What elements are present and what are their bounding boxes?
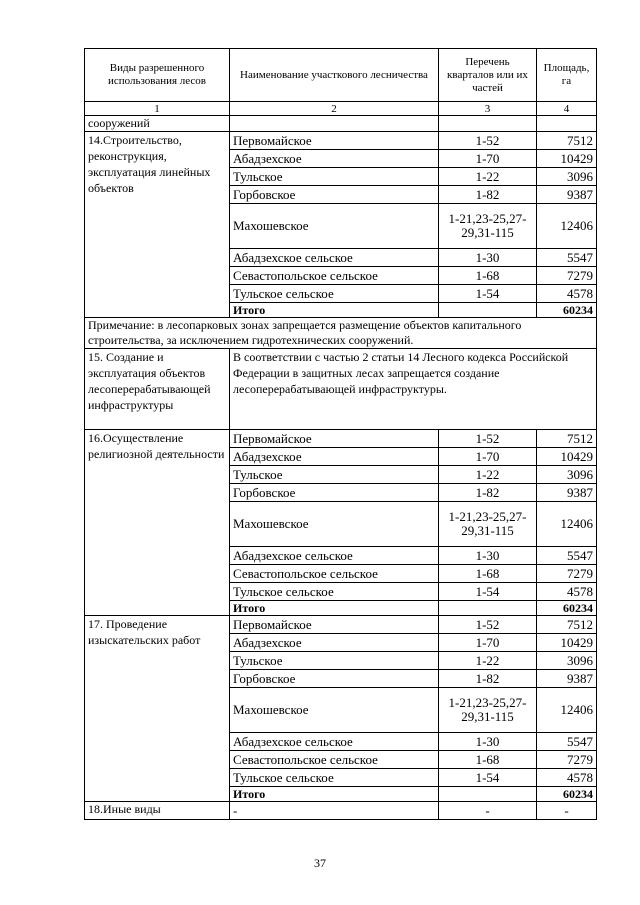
quarters-cell: 1-21,23-25,27-29,31-115 <box>439 502 537 547</box>
page-number: 37 <box>314 856 326 870</box>
prohibition-text: В соответствии с частью 2 статьи 14 Лесного кодекса Российской Федерации в защитных лесах запрещается создание лесоперерабатывающей инфраструктуры. <box>230 349 597 430</box>
area-cell: 12406 <box>537 204 597 249</box>
table-row <box>85 430 597 448</box>
area-cell: 9387 <box>537 186 597 204</box>
area-cell: 10429 <box>537 634 597 652</box>
table-row <box>85 132 597 150</box>
quarters-cell: 1-70 <box>439 634 537 652</box>
area-cell: 10429 <box>537 150 597 168</box>
area-cell: 4578 <box>537 769 597 787</box>
total-label: Итого <box>230 787 439 802</box>
quarters-cell: 1-70 <box>439 448 537 466</box>
use-type-cell: 18.Иные виды <box>85 802 230 820</box>
forestry-name-cell: Севастопольское сельское <box>230 267 439 285</box>
forestry-name-cell: Абадзехское <box>230 448 439 466</box>
quarters-cell: 1-22 <box>439 652 537 670</box>
area-cell: 3096 <box>537 168 597 186</box>
quarters-cell: 1-52 <box>439 430 537 448</box>
use-type-cell: 17. Проведение изыскательских работ <box>85 616 230 802</box>
forestry-name-cell: Первомайское <box>230 430 439 448</box>
header-area: Площадь, га <box>537 49 597 102</box>
table-row <box>85 802 597 820</box>
forestry-name-cell: Севастопольское сельское <box>230 565 439 583</box>
forestry-name-cell: Тульское сельское <box>230 583 439 601</box>
forestry-name-cell: Тульское <box>230 168 439 186</box>
quarters-cell: 1-52 <box>439 616 537 634</box>
quarters-cell: 1-21,23-25,27-29,31-115 <box>439 204 537 249</box>
forestry-name-cell: Махошевское <box>230 502 439 547</box>
empty-cell <box>230 116 439 132</box>
quarters-cell: 1-68 <box>439 751 537 769</box>
area-cell: 9387 <box>537 484 597 502</box>
area-cell: 7512 <box>537 616 597 634</box>
area-cell: 3096 <box>537 652 597 670</box>
empty-cell <box>537 116 597 132</box>
area-cell: 10429 <box>537 448 597 466</box>
note-row <box>85 318 597 349</box>
total-area: 60234 <box>537 303 597 318</box>
forestry-name-cell: Горбовское <box>230 670 439 688</box>
area-cell: 7512 <box>537 132 597 150</box>
empty-cell <box>439 116 537 132</box>
forestry-name-cell: Махошевское <box>230 204 439 249</box>
carry-over-row <box>85 116 597 132</box>
forestry-name-cell: Севастопольское сельское <box>230 751 439 769</box>
column-number: 1 <box>85 102 230 116</box>
area-cell: 5547 <box>537 547 597 565</box>
total-area: 60234 <box>537 601 597 616</box>
quarters-cell: 1-52 <box>439 132 537 150</box>
forestry-name-cell: Абадзехское сельское <box>230 547 439 565</box>
total-label: Итого <box>230 601 439 616</box>
empty-cell <box>439 787 537 802</box>
forestry-name-cell: Тульское сельское <box>230 285 439 303</box>
column-number: 2 <box>230 102 439 116</box>
area-cell: 7279 <box>537 751 597 769</box>
forestry-name-cell: Абадзехское <box>230 634 439 652</box>
area-cell: 5547 <box>537 249 597 267</box>
quarters-cell: 1-82 <box>439 484 537 502</box>
use-type-cell: 16.Осуществление религиозной деятельности <box>85 430 230 616</box>
total-area: 60234 <box>537 787 597 802</box>
area-cell: 12406 <box>537 502 597 547</box>
header-use-type: Виды разрешенного использования лесов <box>85 49 230 102</box>
quarters-cell: 1-30 <box>439 249 537 267</box>
area-cell: 4578 <box>537 285 597 303</box>
use-type-cell: 14.Строительство, реконструкция, эксплуатация линейных объектов <box>85 132 230 318</box>
area-cell: - <box>537 802 597 820</box>
empty-cell <box>439 303 537 318</box>
quarters-cell: 1-30 <box>439 733 537 751</box>
forestry-name-cell: Абадзехское сельское <box>230 249 439 267</box>
quarters-cell: 1-54 <box>439 583 537 601</box>
area-cell: 3096 <box>537 466 597 484</box>
header-forestry-name: Наименование участкового лесничества <box>230 49 439 102</box>
forestry-name-cell: Абадзехское сельское <box>230 733 439 751</box>
carry-over-text: сооружений <box>85 116 230 132</box>
note-text: Примечание: в лесопарковых зонах запрещается размещение объектов капитального строительства, за исключением гидротехнических сооружений. <box>85 318 597 349</box>
forestry-name-cell: Тульское сельское <box>230 769 439 787</box>
use-type-cell: 15. Создание и эксплуатация объектов лесоперерабатывающей инфраструктуры <box>85 349 230 430</box>
table-row <box>85 616 597 634</box>
column-number: 3 <box>439 102 537 116</box>
area-cell: 7512 <box>537 430 597 448</box>
area-cell: 4578 <box>537 583 597 601</box>
empty-cell <box>439 601 537 616</box>
quarters-cell: 1-70 <box>439 150 537 168</box>
quarters-cell: - <box>439 802 537 820</box>
quarters-cell: 1-82 <box>439 186 537 204</box>
forestry-name-cell: Первомайское <box>230 616 439 634</box>
area-cell: 7279 <box>537 267 597 285</box>
quarters-cell: 1-82 <box>439 670 537 688</box>
forestry-name-cell: Тульское <box>230 652 439 670</box>
column-number: 4 <box>537 102 597 116</box>
area-cell: 9387 <box>537 670 597 688</box>
table-row <box>85 349 597 430</box>
area-cell: 7279 <box>537 565 597 583</box>
forestry-name-cell: Абадзехское <box>230 150 439 168</box>
quarters-cell: 1-22 <box>439 466 537 484</box>
quarters-cell: 1-68 <box>439 267 537 285</box>
table-header-row <box>85 49 597 102</box>
forestry-name-cell: - <box>230 802 439 820</box>
quarters-cell: 1-54 <box>439 285 537 303</box>
forestry-name-cell: Махошевское <box>230 688 439 733</box>
land-use-table <box>84 48 597 820</box>
quarters-cell: 1-68 <box>439 565 537 583</box>
forestry-name-cell: Тульское <box>230 466 439 484</box>
area-cell: 12406 <box>537 688 597 733</box>
header-quarters: Перечень кварталов или их частей <box>439 49 537 102</box>
area-cell: 5547 <box>537 733 597 751</box>
quarters-cell: 1-30 <box>439 547 537 565</box>
forestry-name-cell: Горбовское <box>230 484 439 502</box>
forestry-name-cell: Горбовское <box>230 186 439 204</box>
quarters-cell: 1-54 <box>439 769 537 787</box>
total-label: Итого <box>230 303 439 318</box>
quarters-cell: 1-21,23-25,27-29,31-115 <box>439 688 537 733</box>
forestry-name-cell: Первомайское <box>230 132 439 150</box>
quarters-cell: 1-22 <box>439 168 537 186</box>
column-number-row <box>85 102 597 116</box>
